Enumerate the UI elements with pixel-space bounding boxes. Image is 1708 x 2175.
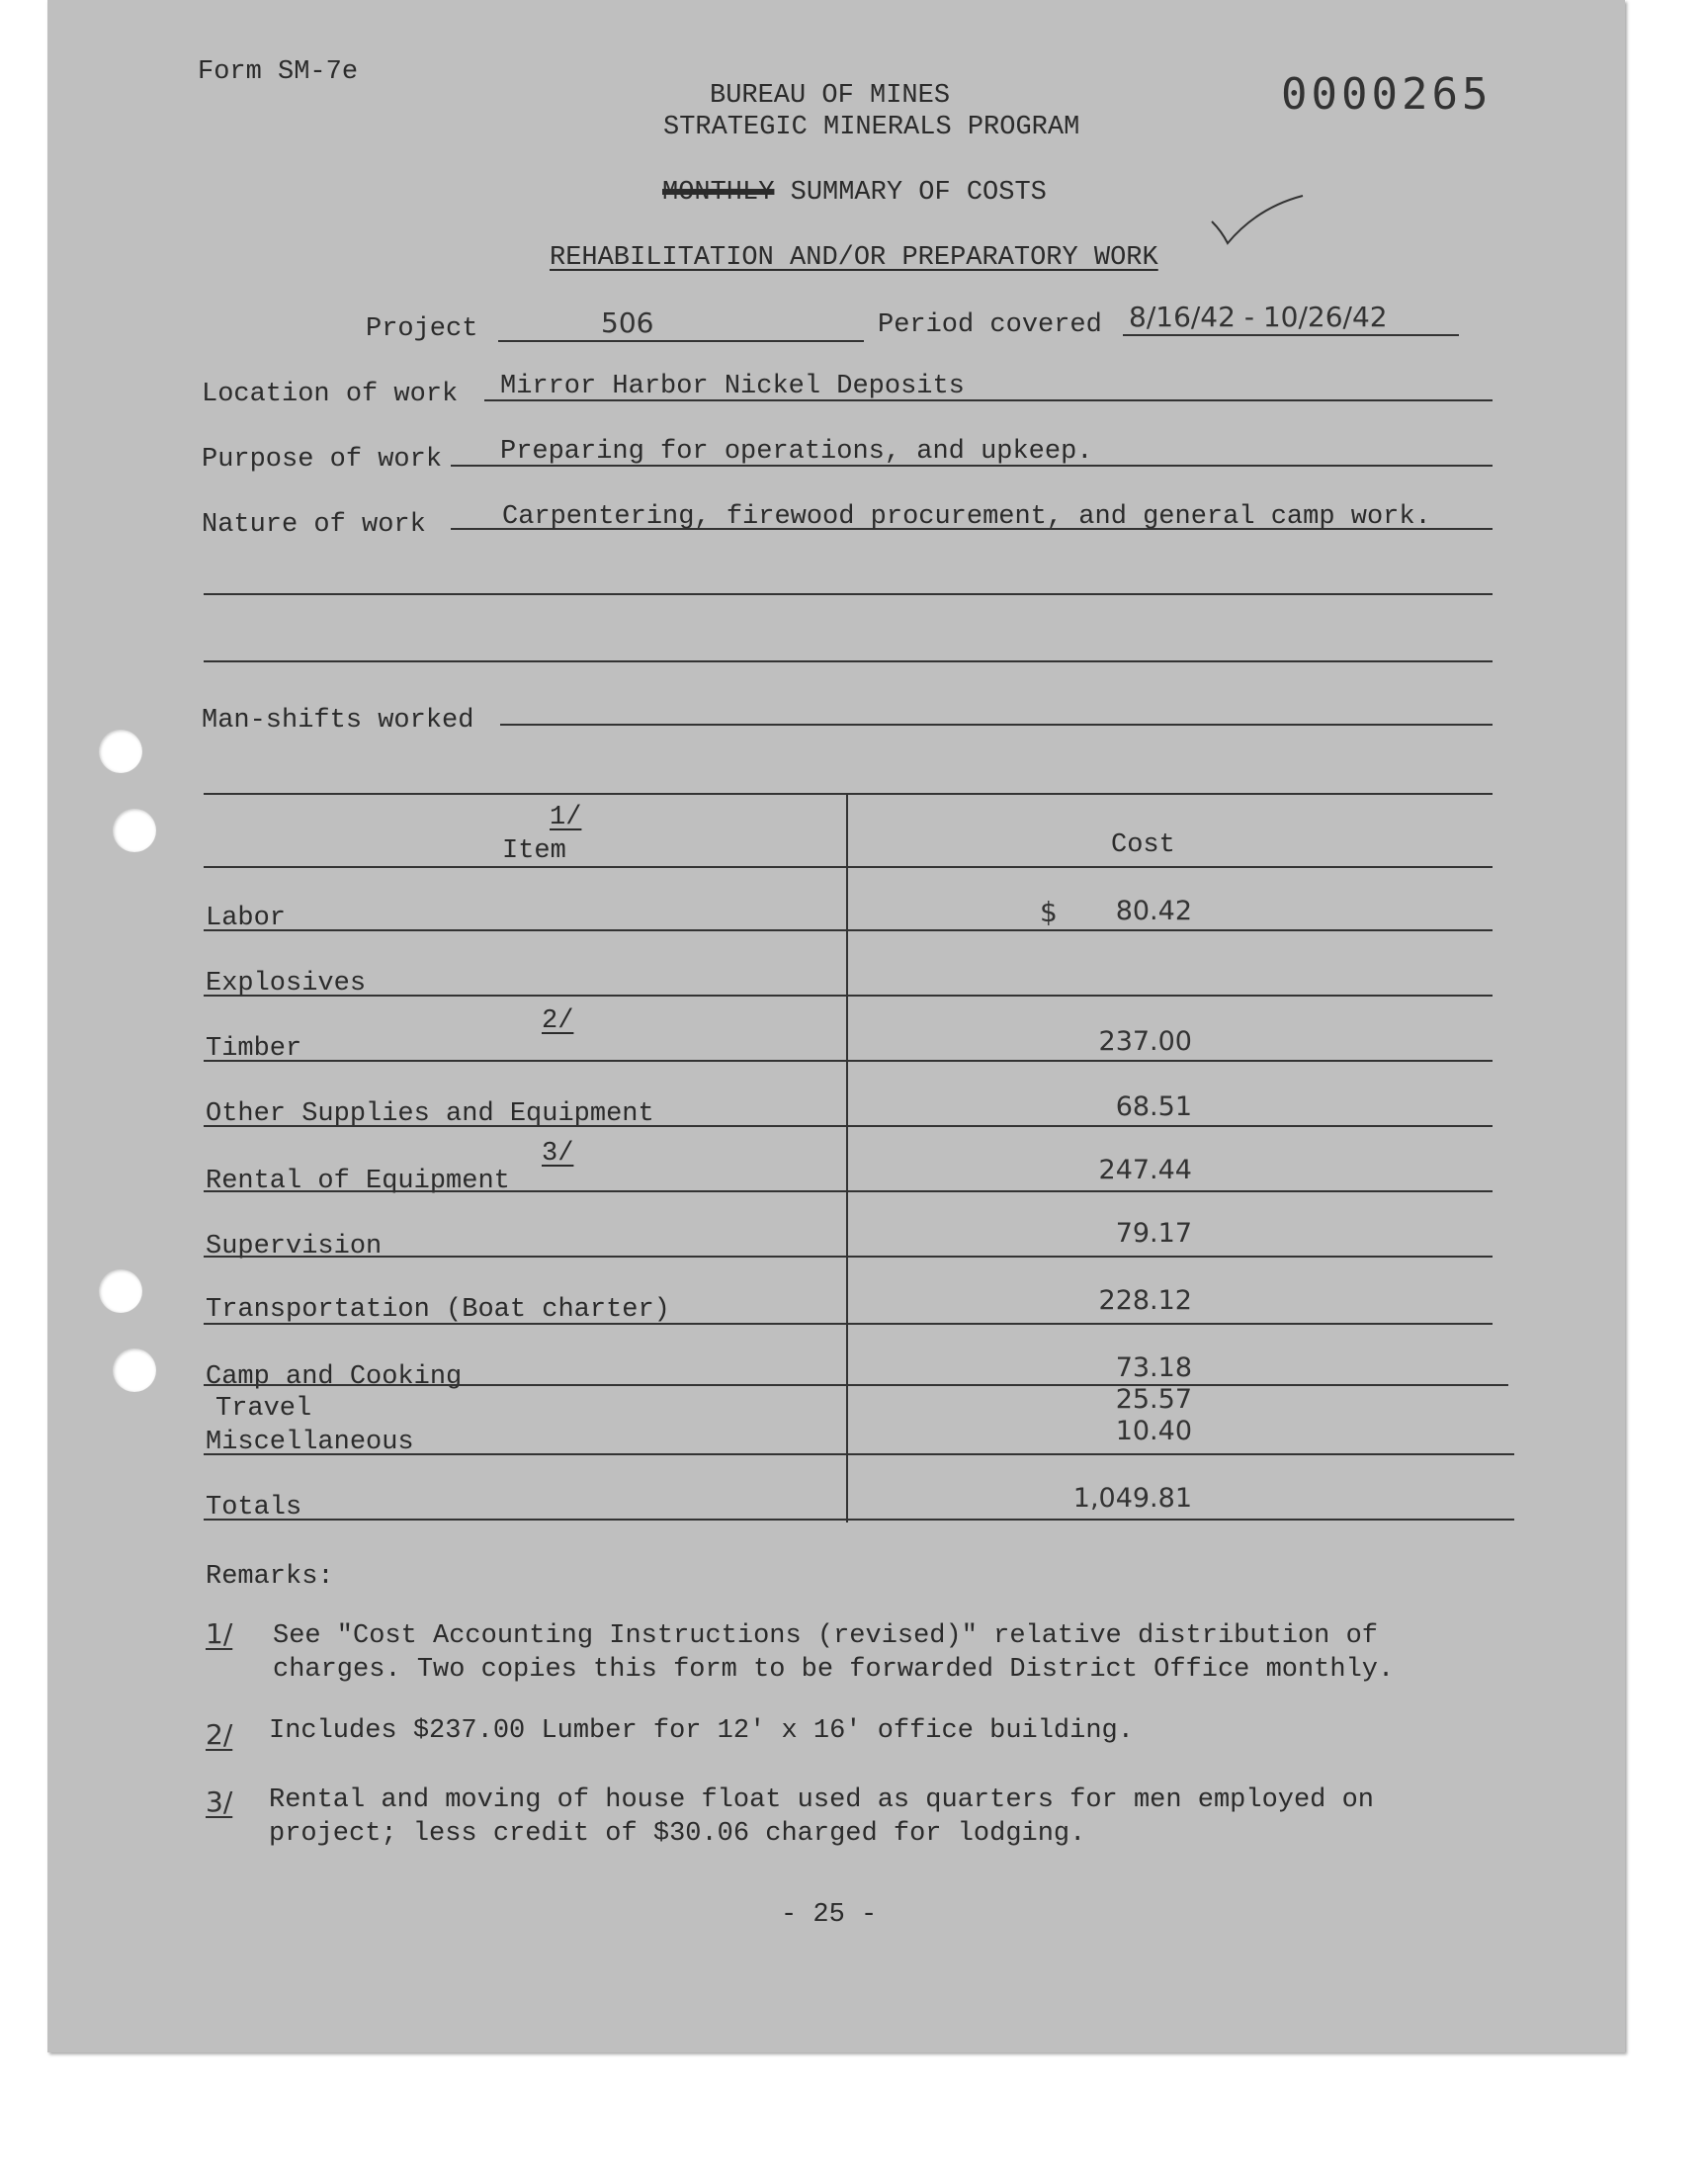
punch-hole <box>99 730 142 773</box>
totals-label: Totals <box>206 1493 302 1522</box>
item-label: Transportation (Boat charter) <box>206 1295 670 1325</box>
location-value: Mirror Harbor Nickel Deposits <box>500 372 965 401</box>
org-line-1: BUREAU OF MINES <box>710 81 951 111</box>
cost-value: 247.44 <box>1098 1155 1192 1185</box>
item-label: Other Supplies and Equipment <box>206 1099 654 1129</box>
summary-title: SUMMARY OF COSTS <box>790 178 1047 208</box>
cost-value: 68.51 <box>1115 1091 1192 1122</box>
cost-value: 237.00 <box>1098 1026 1192 1057</box>
project-label: Project <box>366 314 478 344</box>
punch-hole <box>113 1348 156 1392</box>
period-value: 8/16/42 - 10/26/42 <box>1129 301 1388 333</box>
item-label: Explosives <box>206 969 367 999</box>
cost-header: Cost <box>1111 830 1175 860</box>
totals-value: 1,049.81 <box>1072 1483 1192 1514</box>
punch-hole <box>113 809 156 852</box>
item-header-note: 1/ <box>550 803 582 832</box>
cost-value: 228.12 <box>1098 1285 1192 1316</box>
page-number: - 25 - <box>781 1900 878 1930</box>
remark-number: 3/ <box>206 1785 233 1818</box>
manshifts-label: Man-shifts worked <box>202 706 474 736</box>
remark-text: Rental and moving of house float used as quarters for men employed on <box>269 1785 1374 1815</box>
org-line-2: STRATEGIC MINERALS PROGRAM <box>663 113 1080 142</box>
item-label: Miscellaneous <box>206 1428 414 1457</box>
item-label: Rental of Equipment <box>206 1167 510 1196</box>
item-label: Labor <box>206 904 287 933</box>
item-note: 3/ <box>542 1139 574 1169</box>
cost-value: 73.18 <box>1115 1352 1192 1383</box>
item-label: Timber <box>206 1034 302 1064</box>
check-mark-icon <box>1208 192 1307 251</box>
item-note: 2/ <box>542 1006 574 1036</box>
cost-value: 25.57 <box>1115 1384 1192 1415</box>
remark-number: 1/ <box>206 1617 233 1650</box>
currency-symbol: $ <box>1040 896 1058 928</box>
remarks-label: Remarks: <box>206 1562 334 1592</box>
item-header: Item <box>502 836 566 866</box>
item-label: Camp and Cooking <box>206 1362 463 1392</box>
period-label: Period covered <box>878 310 1102 340</box>
remark-text: Includes $237.00 Lumber for 12' x 16' office building. <box>269 1716 1134 1746</box>
cost-value: 79.17 <box>1115 1218 1192 1249</box>
nature-value: Carpentering, firewood procurement, and general camp work. <box>502 502 1431 532</box>
form-id: Form SM-7e <box>198 57 359 87</box>
punch-hole <box>99 1269 142 1313</box>
purpose-label: Purpose of work <box>202 445 443 475</box>
cost-value: 80.42 <box>1115 896 1192 926</box>
cost-value: 10.40 <box>1115 1416 1192 1446</box>
remark-text: charges. Two copies this form to be forwarded District Office monthly. <box>273 1655 1395 1685</box>
purpose-value: Preparing for operations, and upkeep. <box>500 437 1093 467</box>
project-value: 506 <box>601 306 654 339</box>
item-label: Travel <box>215 1394 312 1424</box>
remark-text: See "Cost Accounting Instructions (revised)" relative distribution of <box>273 1621 1378 1651</box>
struck-word: MONTHLY <box>662 178 775 208</box>
remark-number: 2/ <box>206 1718 233 1751</box>
item-label: Supervision <box>206 1232 383 1262</box>
remark-text: project; less credit of $30.06 charged for lodging. <box>269 1819 1086 1849</box>
nature-label: Nature of work <box>202 510 426 540</box>
form-title <box>662 178 1047 208</box>
location-label: Location of work <box>202 380 459 409</box>
work-title: REHABILITATION AND/OR PREPARATORY WORK <box>550 243 1158 273</box>
document-number: 0000265 <box>1281 69 1493 120</box>
